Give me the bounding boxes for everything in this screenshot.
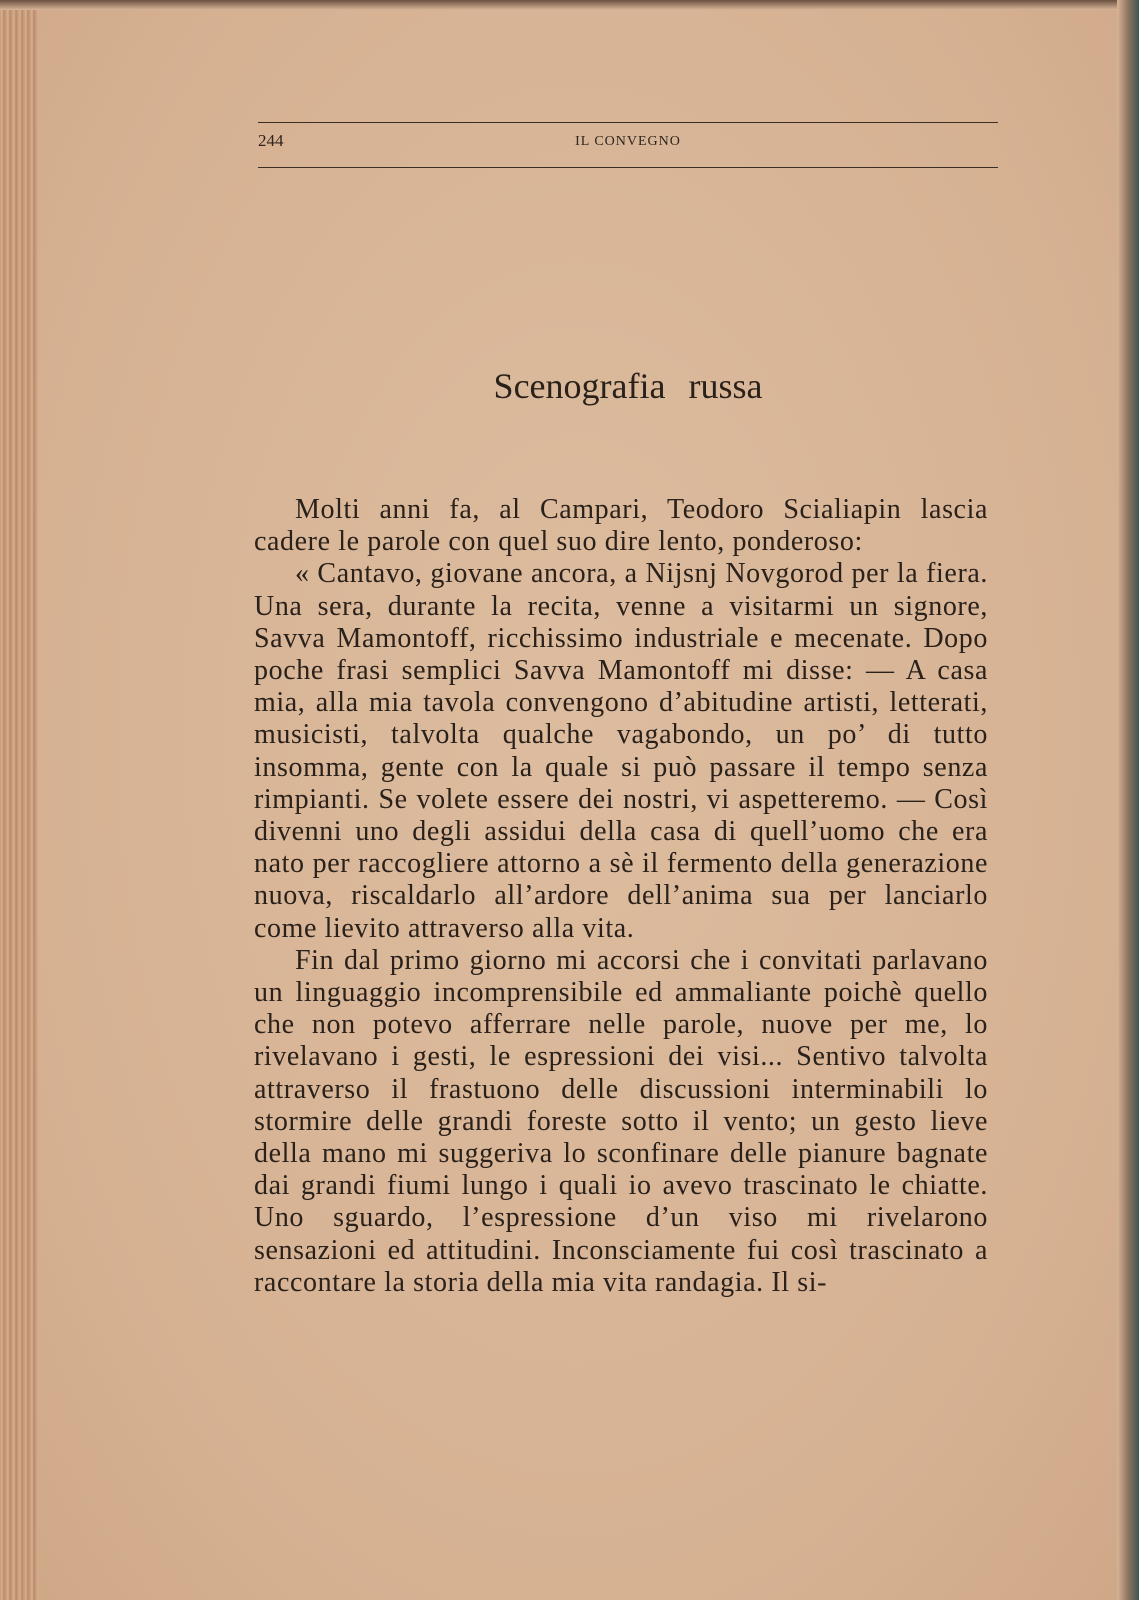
paragraph: Fin dal primo giorno mi accorsi che i convitati parlavano un linguaggio incomprensibile ed ammaliante poichè quello che non potevo afferrare nelle parole, nuove per me, lo rivelavano i gesti, le espressioni dei visi... Sentivo talvolta attraverso il frastuono delle discussioni interminabili lo stormire delle grandi foreste sotto il vento; un gesto lieve della mano mi suggeriva lo sconfinare delle pianure bagnate dai grandi fiumi lungo i quali io avevo trascinato le chiatte. Uno sguardo, l’espressione d’un viso mi rivelarono sensazioni ed attitudini. Inconsciamente fui così trascinato a raccontare la storia della mia vita randagia. Il si- (254, 944, 988, 1298)
journal-name: IL CONVEGNO (575, 134, 681, 149)
running-head (258, 122, 998, 168)
paragraph: Molti anni fa, al Campari, Teodoro Scialiapin lascia cadere le parole con quel suo dire lento, ponderoso: (254, 494, 988, 558)
page-paper (38, 10, 1117, 1600)
article-body (254, 494, 988, 1299)
book-page-edges (0, 0, 38, 1600)
page-number: 244 (258, 131, 284, 150)
article-title: Scenografia russa (493, 366, 763, 406)
paragraph: « Cantavo, giovane ancora, a Nijsnj Novgorod per la fiera. Una sera, durante la recita, venne a visitarmi un signore, Savva Mamontoff, ricchissimo industriale e mecenate. Dopo poche frasi semplici Savva Mamontoff mi disse: — A casa mia, alla mia tavola convengono d’abitudine artisti, letterati, musicisti, talvolta qualche vagabondo, un po’ di tutto insomma, gente con la quale si può passare il tempo senza rimpianti. Se volete essere dei nostri, vi aspetteremo. — Così divenni uno degli assidui della casa di quell’uomo che era nato per raccogliere attorno a sè il fermento della generazione nuova, riscaldarlo all’ardore dell’anima sua per lanciarlo come lievito attraverso alla vita. (254, 558, 988, 944)
top-shadow (0, 0, 1139, 10)
book-binding-strip (1117, 0, 1139, 1600)
